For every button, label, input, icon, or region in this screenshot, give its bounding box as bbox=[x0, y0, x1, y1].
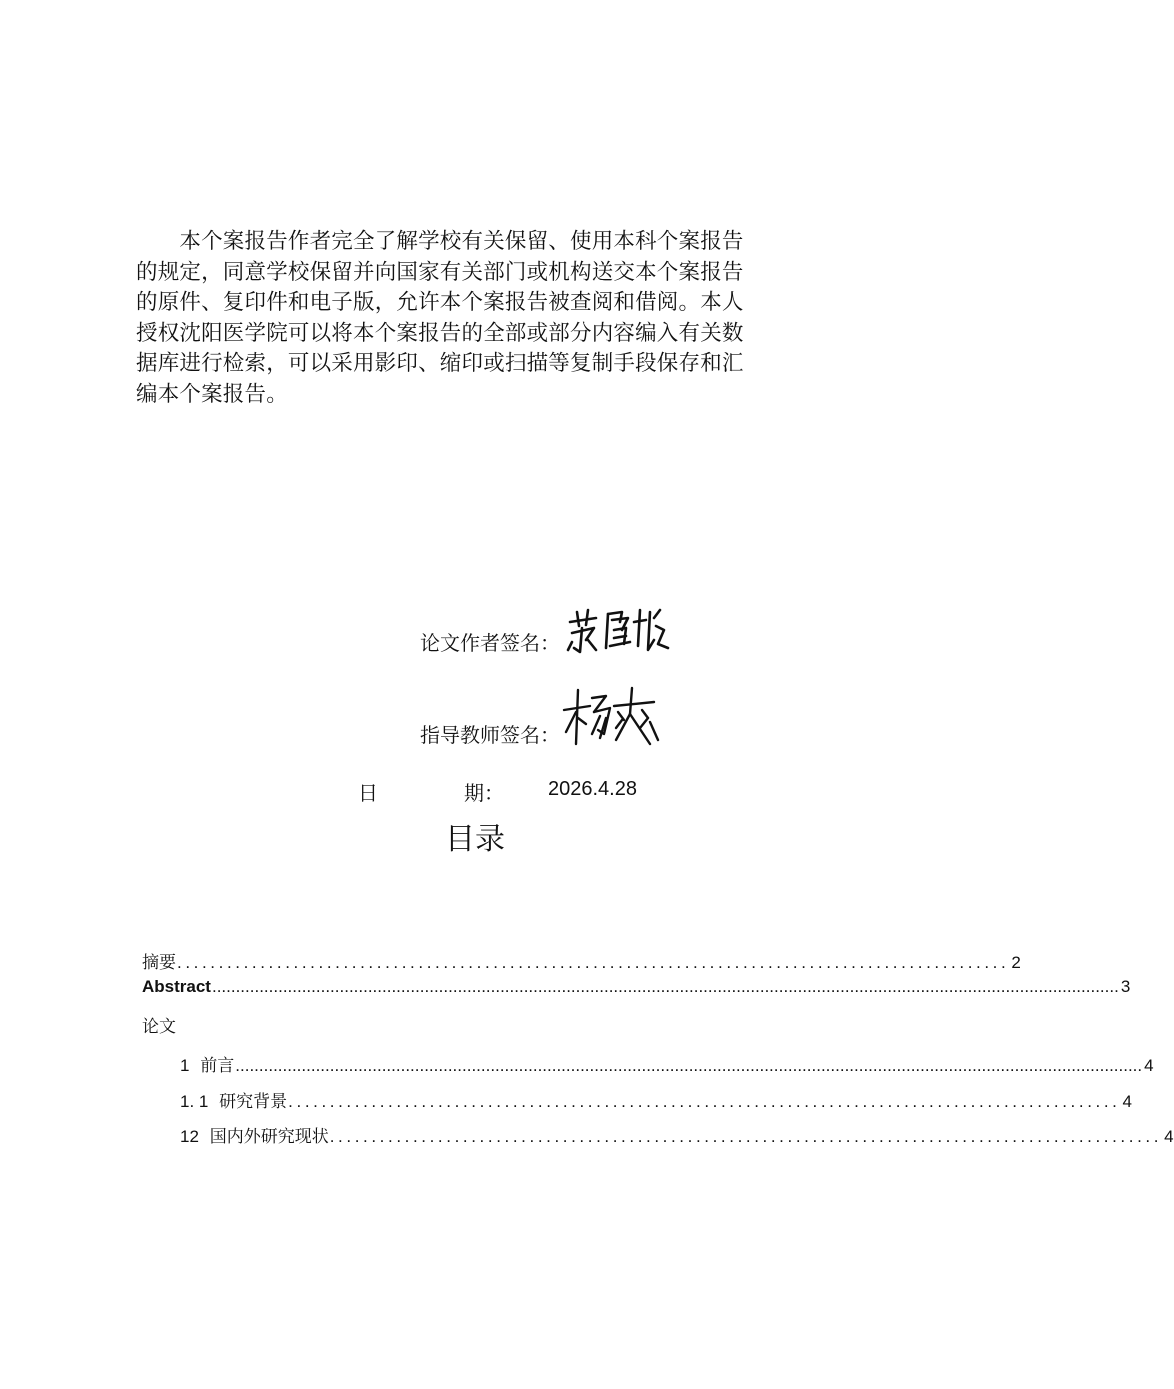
advisor-signature-image bbox=[562, 684, 662, 750]
toc-entry-label bbox=[180, 1051, 234, 1076]
toc-entry-text: 研究背景 bbox=[219, 1092, 288, 1112]
toc-entry-text: 前言 bbox=[200, 1056, 235, 1076]
advisor-signature-label: 指导教师签名： bbox=[420, 723, 560, 747]
toc-leader-dots: .................................................................................................... bbox=[177, 953, 1010, 972]
toc-entry[interactable] bbox=[142, 948, 1021, 973]
toc-leader-dots: ................................................................................................................................................................................................ bbox=[235, 1056, 1143, 1075]
declaration-line: 的原件、复印件和电子版，允许本个案报告被查阅和借阅。本人 bbox=[136, 290, 744, 315]
date-label-part1: 日 bbox=[358, 781, 378, 805]
toc-entry-page: 4 bbox=[1122, 1092, 1132, 1111]
declaration-line: 编本个案报告。 bbox=[136, 381, 288, 407]
author-signature-label: 论文作者签名： bbox=[420, 631, 560, 655]
author-signature-row bbox=[420, 600, 674, 658]
toc-leader-dots: .................................................................................................... bbox=[288, 1092, 1121, 1111]
toc-entry[interactable] bbox=[142, 977, 1131, 997]
declaration-paragraph bbox=[136, 227, 816, 410]
toc-entry-label: 摘要 bbox=[142, 953, 176, 973]
toc-entry-number: 12 bbox=[180, 1127, 199, 1146]
toc-entry-page: 2 bbox=[1011, 953, 1021, 972]
date-label-part2: 期： bbox=[464, 781, 504, 805]
toc-entry-number: 1 bbox=[180, 1056, 190, 1075]
toc-entry-number: 1. 1 bbox=[180, 1092, 209, 1111]
declaration-line: 授权沈阳医学院可以将本个案报告的全部或部分内容编入有关数 bbox=[136, 320, 744, 346]
toc-entry[interactable] bbox=[180, 1051, 1154, 1076]
toc-entry-page: 4 bbox=[1164, 1127, 1174, 1146]
toc-entry[interactable] bbox=[180, 1087, 1132, 1112]
toc-entry-label: Abstract bbox=[142, 977, 211, 996]
toc-entry-label bbox=[180, 1087, 287, 1112]
date-value: 2026.4.28 bbox=[548, 778, 637, 800]
toc-section-heading[interactable]: 论文 bbox=[142, 1017, 176, 1037]
toc-leader-dots: ................................................................................................................................................................................................ bbox=[211, 977, 1119, 996]
toc-entry-label bbox=[180, 1122, 329, 1147]
advisor-signature-row bbox=[420, 684, 662, 750]
toc-entry-page: 4 bbox=[1144, 1056, 1154, 1075]
toc-entry-text: 国内外研究现状 bbox=[209, 1127, 329, 1147]
declaration-line: 的规定，同意学校保留并向国家有关部门或机构送交本个案报告 bbox=[136, 259, 744, 285]
author-signature-image bbox=[564, 600, 674, 658]
date-row bbox=[358, 775, 678, 805]
declaration-line: 本个案报告作者完全了解学校有关保留、使用本科个案报告 bbox=[136, 229, 744, 254]
toc-entry-page: 3 bbox=[1120, 977, 1131, 996]
declaration-line: 据库进行检索，可以采用影印、缩印或扫描等复制手段保存和汇 bbox=[136, 351, 744, 376]
toc-title: 目录 bbox=[445, 822, 505, 857]
toc-entry[interactable] bbox=[180, 1122, 1174, 1147]
toc-leader-dots: .................................................................................................... bbox=[329, 1127, 1163, 1146]
